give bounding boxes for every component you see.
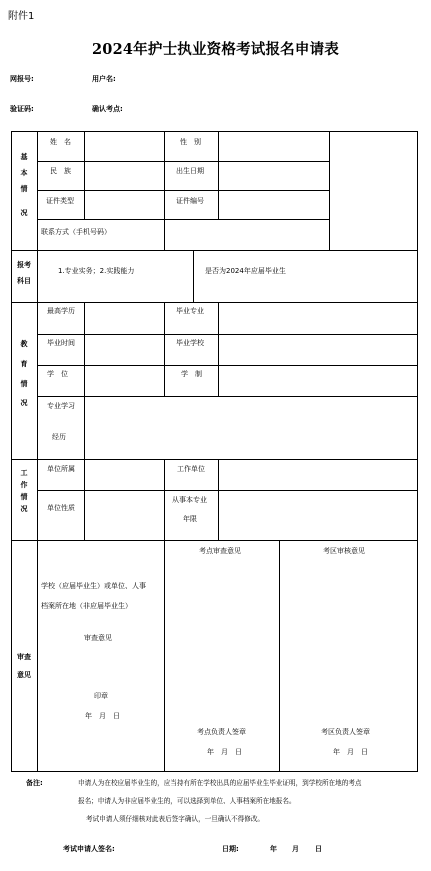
review-opinion-label: 审查意见 xyxy=(84,634,112,642)
section-work-4: 况 xyxy=(20,505,28,513)
study-history-label-2: 经历 xyxy=(52,433,66,441)
school-review-date: 年 月 日 xyxy=(85,712,120,720)
section-review-1: 审查 xyxy=(17,653,31,661)
grad-time-label: 毕业时间 xyxy=(47,339,75,347)
degree-label: 最高学历 xyxy=(47,307,75,315)
id-number-label: 证件编号 xyxy=(176,197,204,205)
district-review-label: 考区审核意见 xyxy=(323,547,365,555)
major-label: 毕业专业 xyxy=(176,307,204,315)
years-label-2: 年限 xyxy=(183,515,197,523)
birth-date-label: 出生日期 xyxy=(176,167,204,175)
gender-label: 性 别 xyxy=(180,138,201,146)
notes-line-2: 报名；申请人为非应届毕业生的，可以选择到单位、人事档案所在地报名。 xyxy=(78,797,296,805)
date-day-label: 日 xyxy=(315,845,322,853)
id-type-label: 证件类型 xyxy=(46,197,74,205)
district-review-date: 年 月 日 xyxy=(333,748,368,756)
contact-label: 联系方式（手机号码） xyxy=(41,228,111,236)
page-title: 2024年护士执业资格考试报名申请表 xyxy=(92,41,339,58)
section-edu-1: 教 xyxy=(20,340,28,348)
verify-code-label: 验证码: xyxy=(10,105,34,113)
date-year-label: 年 xyxy=(270,845,277,853)
section-basic-4: 况 xyxy=(20,209,28,217)
academic-degree-label: 学 位 xyxy=(47,370,68,378)
graduate-question: 是否为2024年应届毕业生 xyxy=(205,267,286,275)
seal-label: 印章 xyxy=(94,692,108,700)
net-id-label: 网报号: xyxy=(10,75,34,83)
school-unit-line-1: 学校（应届毕业生）或单位、人事 xyxy=(41,582,146,590)
ethnicity-label: 民 族 xyxy=(50,167,71,175)
years-label-1: 从事本专业 xyxy=(172,496,207,504)
notes-line-3: 考试申请人须仔细核对此表后签字确认，一旦确认不得修改。 xyxy=(86,815,265,823)
section-subject-2: 科目 xyxy=(17,277,31,285)
section-edu-3: 情 xyxy=(20,380,28,388)
work-unit-label: 工作单位 xyxy=(177,465,205,473)
section-work-1: 工 xyxy=(20,469,28,477)
date-label: 日期: xyxy=(222,845,239,853)
section-review-2: 意见 xyxy=(17,671,31,679)
study-system-label: 学 制 xyxy=(181,370,202,378)
unit-nature-label: 单位性质 xyxy=(47,504,75,512)
site-review-label: 考点审查意见 xyxy=(199,547,241,555)
section-work-2: 作 xyxy=(20,481,28,489)
attachment-label: 附件1 xyxy=(8,11,35,22)
date-month-label: 月 xyxy=(292,845,299,853)
notes-line-1: 申请人为在校应届毕业生的，应当持有所在学校出具的应届毕业生毕业证明，到学校所在地的考点 xyxy=(78,779,362,787)
unit-place-label: 单位所属 xyxy=(47,465,75,473)
school-unit-line-2: 档案所在地（非应届毕业生） xyxy=(41,602,132,610)
section-basic-2: 本 xyxy=(20,169,28,177)
section-subject-1: 报考 xyxy=(17,261,31,269)
name-label: 姓 名 xyxy=(50,138,71,146)
study-history-label-1: 专业学习 xyxy=(47,402,75,410)
applicant-signature-label: 考试申请人签名: xyxy=(63,845,115,853)
school-label: 毕业学校 xyxy=(176,339,204,347)
district-signer-label: 考区负责人签章 xyxy=(321,728,370,736)
section-basic-3: 情 xyxy=(20,185,28,193)
subjects-text: 1.专业实务；2.实践能力 xyxy=(58,267,135,275)
section-edu-4: 况 xyxy=(20,399,28,407)
site-review-date: 年 月 日 xyxy=(207,748,242,756)
section-basic-1: 基 xyxy=(20,153,28,161)
section-work-3: 情 xyxy=(20,493,28,501)
confirm-site-label: 确认考点: xyxy=(92,105,123,113)
section-edu-2: 育 xyxy=(20,360,28,368)
notes-label: 备注: xyxy=(26,779,43,787)
site-signer-label: 考点负责人签章 xyxy=(197,728,246,736)
username-label: 用户名: xyxy=(92,75,116,83)
